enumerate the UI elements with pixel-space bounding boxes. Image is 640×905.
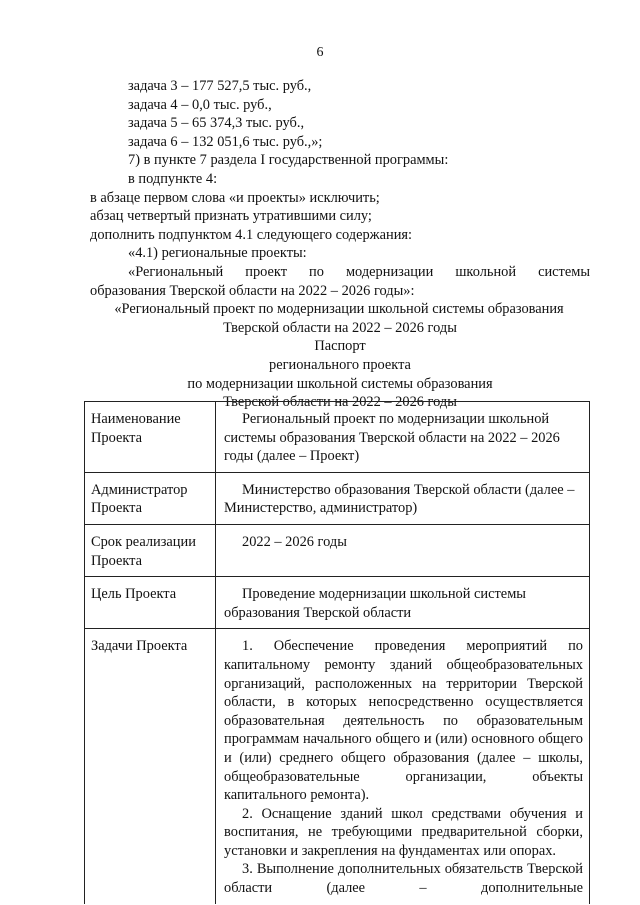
- row-value: [216, 629, 590, 904]
- table-row: [85, 402, 590, 473]
- row-label: Цель Проекта: [85, 577, 216, 629]
- row-value: [216, 402, 590, 473]
- row-value-text: 2022 – 2026 годы: [242, 533, 347, 550]
- row-value: [216, 577, 590, 629]
- passport-heading: Паспорт: [314, 338, 366, 355]
- budget-line-task-4: задача 4 – 0,0 тыс. руб.,: [128, 96, 272, 113]
- table-row: [85, 472, 590, 524]
- project-name-line-2: образования Тверской области на 2022 – 2026 годы»:: [90, 282, 415, 299]
- budget-line-task-3: задача 3 – 177 527,5 тыс. руб.,: [128, 78, 312, 94]
- table-row: [85, 629, 590, 904]
- row-label: Администратор Проекта: [85, 472, 216, 524]
- body-text: [90, 77, 590, 412]
- budget-line-task-5: задача 5 – 65 374,3 тыс. руб.,: [128, 115, 305, 132]
- regional-projects-heading: «4.1) региональные проекты:: [128, 245, 307, 262]
- passport-subheading-3: Тверской области на 2022 – 2026 годы: [223, 394, 457, 411]
- project-title-line-2: Тверской области на 2022 – 2026 годы: [223, 319, 457, 336]
- table-row: [85, 577, 590, 629]
- row-label: Задачи Проекта: [85, 629, 216, 904]
- row-value-text: Региональный проект по модернизации школьной системы образования Тверской области на 2022 – 2026 годы (далее – Проект): [224, 411, 560, 465]
- passport-subheading-2: по модернизации школьной системы образования: [187, 375, 493, 392]
- amendment-paragraph-1: в абзаце первом слова «и проекты» исключить;: [90, 189, 380, 206]
- row-value: [216, 524, 590, 576]
- task-item: 2. Оснащение зданий школ средствами обучения и воспитания, не требующими предварительной сборки, установки и закрепления на фундаментах или опорах.: [224, 805, 583, 859]
- page-number: 6: [316, 45, 324, 60]
- amendment-paragraph-4: абзац четвертый признать утратившими силу;: [90, 208, 372, 225]
- task-item: 1. Обеспечение проведения мероприятий по капитальному ремонту зданий общеобразовательных организаций, расположенных на территории Тверской области, в которых непосредственно осуществляется образовательная деятельность по образовательным программам начального общего и (или) основного общего и (или) среднего общего образования (далее – школы, общеобразовательные организации, объекты капитального ремонта).: [224, 638, 583, 804]
- row-label: Срок реализации Проекта: [85, 524, 216, 576]
- row-value: [216, 472, 590, 524]
- subparagraph-4: в подпункте 4:: [128, 170, 218, 187]
- project-passport-table: [84, 401, 590, 904]
- table-row: [85, 524, 590, 576]
- row-value-text: Министерство образования Тверской области (далее – Министерство, администратор): [224, 481, 575, 517]
- project-name-line-1: «Региональный проект по модернизации школьной системы: [128, 263, 590, 280]
- passport-subheading-1: регионального проекта: [269, 356, 411, 373]
- budget-line-task-6: задача 6 – 132 051,6 тыс. руб.,»;: [128, 133, 323, 150]
- task-item: 3. Выполнение дополнительных обязательств Тверской области (далее – дополнительные: [224, 861, 583, 897]
- project-title-line-1: «Региональный проект по модернизации школьной системы образования: [114, 301, 564, 318]
- amendment-item-7: 7) в пункте 7 раздела I государственной программы:: [128, 152, 449, 169]
- row-label: Наименование Проекта: [85, 402, 216, 473]
- row-value-text: Проведение модернизации школьной системы образования Тверской области: [224, 586, 526, 621]
- amendment-add-4-1: дополнить подпунктом 4.1 следующего содержания:: [90, 226, 413, 243]
